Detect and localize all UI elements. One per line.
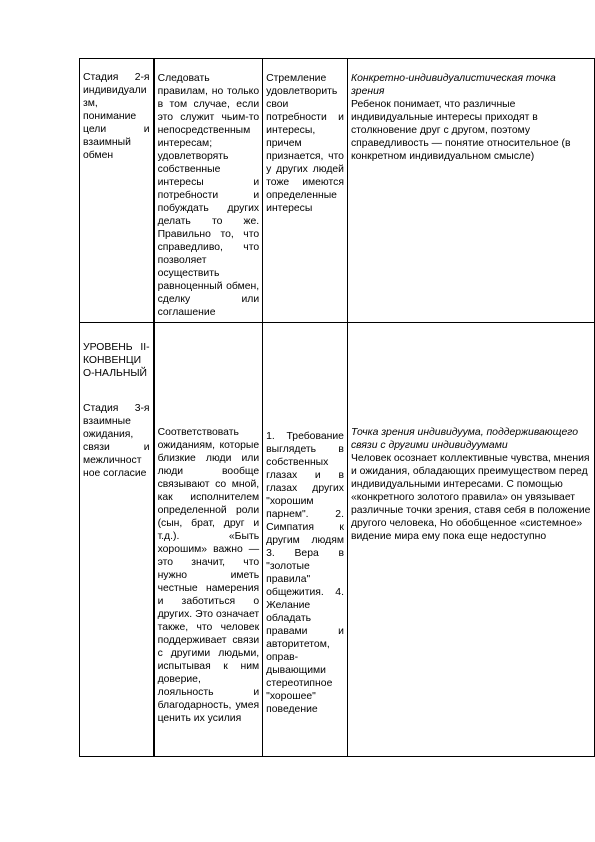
stage-2-motive-cell (263, 59, 348, 323)
stage-3-content-cell (154, 323, 263, 757)
stage-2-content-cell (154, 59, 263, 323)
stage-3-perspective-title: Точка зрения индивидуума, поддерживающего связи с другими индивидуумами (350, 427, 579, 451)
stage-3-motive-cell (263, 323, 348, 757)
stage-2-motive: Стремление удовлетворить свои потребности и интересы, причем признается, что у других людей тоже имеются определенные интересы (266, 73, 344, 214)
stage-2-content: Следовать правилам, но только в том случае, если это служит чьим-то непосредственным интересам; удовлетворять собственные интересы и потребности и побуждать других делать то же. Правильно то, что справедливо, что позволяет осуществить равноценный обмен, сделку или соглашение (157, 73, 260, 318)
level-heading: УРОВЕНЬ II-КОНВЕНЦИ О-НАЛЬНЫЙ (83, 342, 150, 379)
stage-2-cell (80, 59, 154, 323)
stage-3-motive: 1. Требование выглядеть в собственных глазах и в глазах других "хорошим парнем". 2. Симпатия к другим людям 3. Вера в "золотые правила" общежития. 4. Желание обладать правами и авторитетом, оправ-дывающими стереотипное "хорошее" поведение (266, 431, 344, 715)
stage-3-cell (80, 323, 154, 757)
table-row (80, 59, 595, 323)
stage-3-perspective-text: Человек осознает коллективные чувства, мнения и ожидания, обладающих преимуществом перед индивидуальными интересами. С помощью «конкретного золотого правила» он увязывает различные точки зрения, ставя себя в положение другого человека, Но обобщенное «системное» видение мира ему пока еще недоступно (350, 453, 591, 542)
table-row (80, 323, 595, 757)
stage-3-perspective-cell (347, 323, 594, 757)
stage-3-content: Соответствовать ожиданиям, которые близкие люди или люди вообще связывают со мной, как исполнителем определенной роли (сын, брат, друг и т.д.). «Быть хорошим» важно — это значит, что нужно иметь честные намерения и заботиться о других. Это означает также, что человек поддерживает связи с другими людьми, испытывая к ним доверие, лояльность и благодарность, умея ценить их усилия (157, 427, 260, 724)
stage-3-name: Стадия 3-я взаимные ожидания, связи и межличност ное согласие (83, 403, 150, 479)
stage-2-name: Стадия 2-я индивидуали зм, понимание цели и взаимный обмен (83, 72, 150, 161)
stage-2-perspective-text: Ребенок понимает, что различные индивидуальные интересы приходят в столкновение друг с другом, поэтому справедливость — понятие относительное (в конкретном индивидуальном смысле) (350, 99, 571, 162)
stage-2-perspective-title: Конкретно-индивидуалистическая точка зрения (350, 73, 556, 97)
stage-2-perspective-cell (347, 59, 594, 323)
stages-table (79, 58, 595, 757)
